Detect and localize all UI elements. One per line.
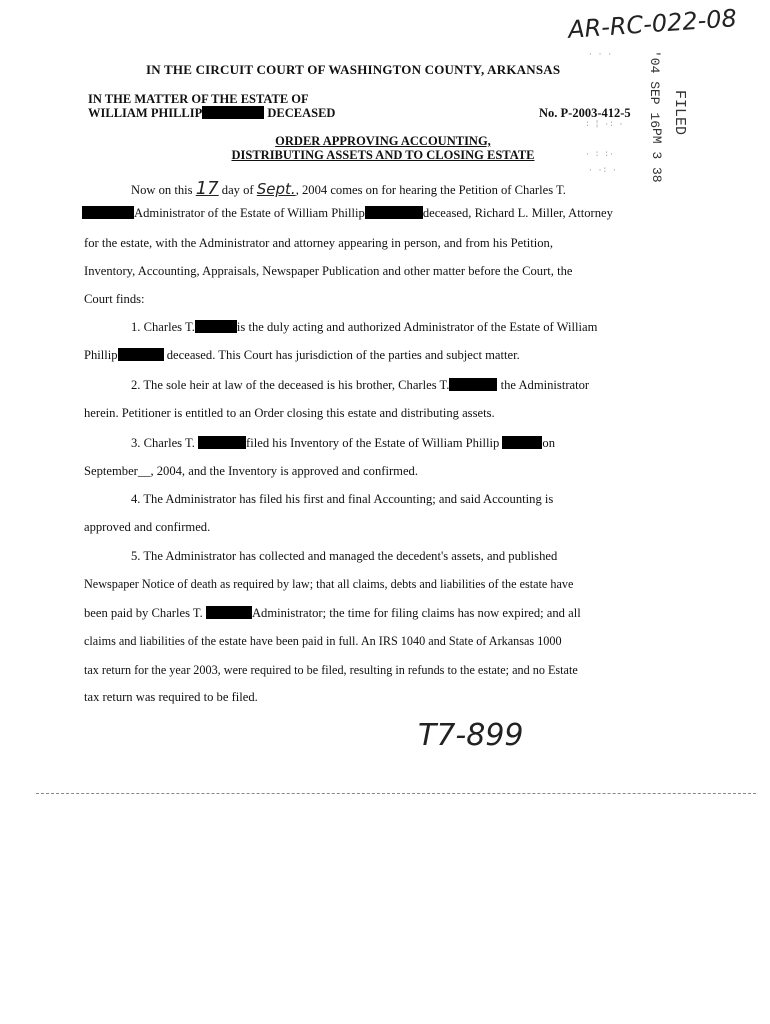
finding-5-line-1: 5. The Administrator has collected and managed the decedent's assets, and published bbox=[131, 549, 558, 563]
body-text: filed his Inventory of the Estate of William Phillip bbox=[246, 436, 500, 450]
filed-stamp-date-right: PM 3 38 bbox=[649, 128, 664, 183]
finding-5-line-4: claims and liabilities of the estate have been paid in full. An IRS 1040 and State of Arkansas 1000 bbox=[84, 634, 562, 648]
title-line-2: DISTRIBUTING ASSETS AND TO CLOSING ESTATE bbox=[231, 148, 535, 162]
finding-1-line-2 bbox=[84, 348, 520, 363]
body-line-2 bbox=[82, 206, 613, 221]
body-line-5: Court finds: bbox=[84, 292, 145, 306]
body-text: 1. Charles T. bbox=[131, 320, 195, 334]
stamp-noise: : ¦ ·: · bbox=[585, 120, 624, 129]
intro-text: day of bbox=[221, 183, 254, 197]
stamp-noise: · : :· bbox=[585, 150, 614, 159]
redaction-bar bbox=[195, 320, 237, 333]
redaction-bar bbox=[502, 436, 542, 449]
body-line-4: Inventory, Accounting, Appraisals, Newspaper Publication and other matter before the Court, the bbox=[84, 264, 573, 278]
redaction-bar bbox=[118, 348, 164, 361]
document-title bbox=[198, 134, 568, 162]
redaction-bar bbox=[202, 106, 264, 119]
redaction-bar bbox=[206, 606, 252, 619]
body-text: deceased. This Court has jurisdiction of the parties and subject matter. bbox=[166, 348, 520, 362]
body-intro-line bbox=[131, 178, 566, 199]
decedent-name: WILLIAM PHILLIP bbox=[88, 106, 203, 120]
finding-5-line-5: tax return for the year 2003, were required to be filed, resulting in refunds to the estate; and no Estate bbox=[84, 663, 578, 677]
handwritten-case-code: AR-RC-022-08 bbox=[567, 4, 738, 44]
court-heading: IN THE CIRCUIT COURT OF WASHINGTON COUNTY, ARKANSAS bbox=[146, 62, 561, 77]
body-text: Administrator of the Estate of William Phillip bbox=[134, 206, 365, 220]
body-text: is the duly acting and authorized Administrator of the Estate of William bbox=[236, 320, 598, 334]
finding-3-line-1 bbox=[131, 436, 555, 451]
handwritten-day: 17 bbox=[195, 178, 219, 199]
matter-line-2 bbox=[88, 106, 335, 120]
body-text: 2. The sole heir at law of the deceased is his brother, Charles T. bbox=[131, 378, 450, 392]
finding-5-line-3 bbox=[84, 606, 581, 621]
handwritten-footer-mark: T7-899 bbox=[418, 718, 524, 753]
body-text: 3. Charles T. bbox=[131, 436, 195, 450]
intro-text: Now on this bbox=[131, 183, 193, 197]
body-text: Phillip bbox=[84, 348, 118, 362]
stamp-noise: · · · bbox=[588, 50, 613, 59]
deceased-label: DECEASED bbox=[267, 106, 336, 120]
redaction-bar bbox=[449, 378, 497, 391]
body-line-3: for the estate, with the Administrator and attorney appearing in person, and from his Petition, bbox=[84, 236, 554, 250]
finding-5-line-2: Newspaper Notice of death as required by law; that all claims, debts and liabilities of the estate have bbox=[84, 577, 574, 591]
finding-1-line-1 bbox=[131, 320, 597, 335]
matter-caption bbox=[88, 92, 335, 120]
body-text: on bbox=[542, 436, 555, 450]
matter-line-1: IN THE MATTER OF THE ESTATE OF bbox=[88, 92, 309, 106]
body-text: deceased, Richard L. Miller, Attorney bbox=[422, 206, 613, 220]
finding-4-line-1: 4. The Administrator has filed his first and final Accounting; and said Accounting is bbox=[131, 492, 554, 506]
finding-2-line-1 bbox=[131, 378, 589, 393]
body-text: the Administrator bbox=[500, 378, 590, 392]
finding-3-line-2: September__, 2004, and the Inventory is approved and confirmed. bbox=[84, 464, 418, 478]
redaction-bar bbox=[198, 436, 246, 449]
finding-4-line-2: approved and confirmed. bbox=[84, 520, 211, 534]
finding-2-line-2: herein. Petitioner is entitled to an Order closing this estate and distributing assets. bbox=[84, 406, 495, 420]
redaction-bar bbox=[82, 206, 134, 219]
handwritten-month: Sept. bbox=[256, 180, 296, 198]
intro-text: , 2004 comes on for hearing the Petition of Charles T. bbox=[295, 183, 566, 197]
redaction-bar bbox=[365, 206, 423, 219]
title-line-1: ORDER APPROVING ACCOUNTING, bbox=[275, 134, 491, 148]
filed-stamp-label: FILED bbox=[671, 90, 688, 136]
stamp-noise: · ·: · bbox=[588, 166, 617, 175]
body-text: been paid by Charles T. bbox=[84, 606, 203, 620]
page-fold-line bbox=[36, 793, 756, 794]
body-text: Administrator; the time for filing claims has now expired; and all bbox=[251, 606, 581, 620]
finding-5-line-6: tax return was required to be filed. bbox=[84, 690, 258, 704]
filed-stamp-date-left: '04 SEP 16 bbox=[647, 50, 662, 129]
case-number: No. P-2003-412-5 bbox=[539, 106, 631, 120]
